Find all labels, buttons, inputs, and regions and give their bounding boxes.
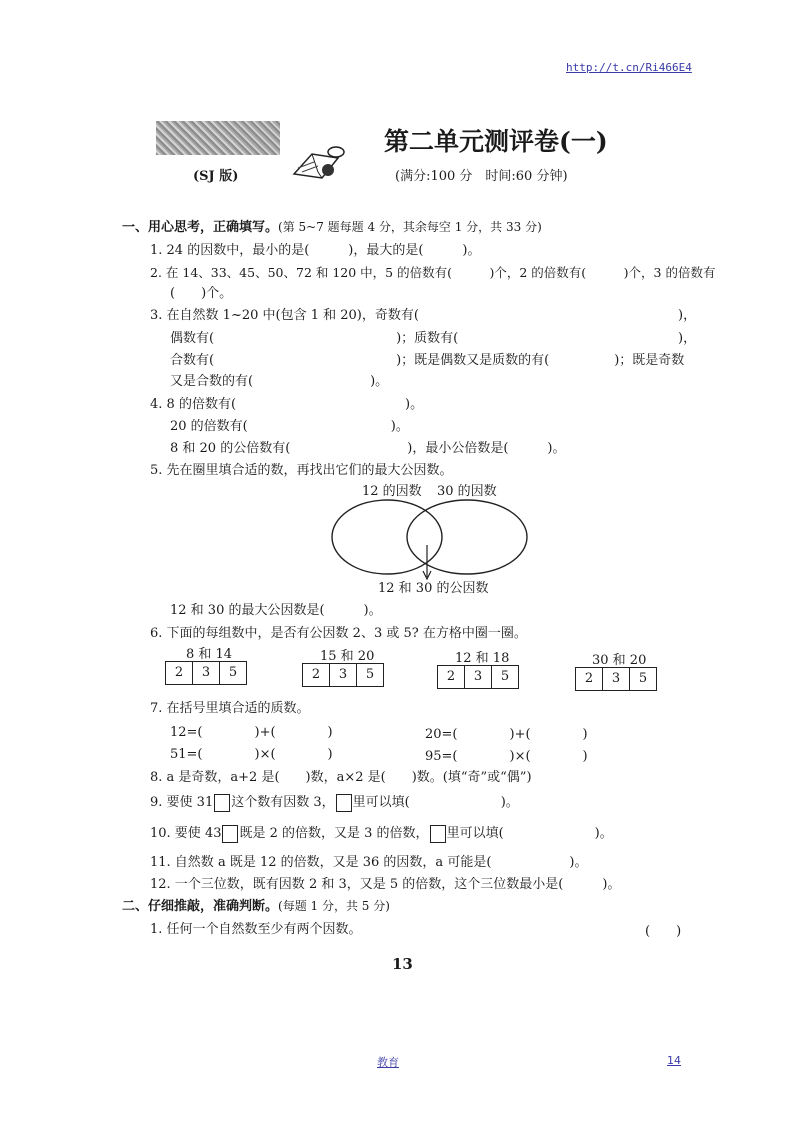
question-3-line1: 3. 在自然数 1~20 中(包含 1 和 20)，奇数有( [150,308,419,323]
group-1-cell-5[interactable]: 5 [228,665,238,680]
group-1-cells [165,661,247,685]
question-7a: 12=( )+( ) [170,725,333,740]
group-4-cell-2[interactable]: 2 [576,668,603,690]
question-9-end: 里可以填( )。 [352,795,519,810]
venn-right-circle [407,500,527,574]
question-7d: 95=( )×( ) [425,749,588,764]
question-10 [150,822,613,843]
section2-question-1: 1. 任何一个自然数至少有两个因数。 [150,922,362,937]
book-illustration-icon [288,138,358,182]
group-3-cell-2[interactable]: 2 [438,666,465,688]
question-7b: 20=( )+( ) [425,727,588,742]
question-3-line4: 又是合数的有( )。 [170,374,389,389]
question-6: 6. 下面的每组数中，是否有公因数 2、3 或 5? 在方格中圈一圈。 [150,626,527,641]
section2-heading: 二、仔细推敲，准确判断。 [122,899,279,914]
group-2-cell-3[interactable]: 3 [330,664,357,686]
question-8: 8. a 是奇数，a+2 是( )数，a×2 是( )数。(填“奇”或“偶”) [150,770,532,785]
question-2-line1: 2. 在 14、33、45、50、72 和 120 中，5 的倍数有( )个，2 的倍数有( )个，3 的倍数有 [150,265,716,280]
footer-link[interactable]: 教育 [377,1056,399,1069]
section2-note: (每题 1 分，共 5 分) [278,899,390,913]
question-11: 11. 自然数 a 既是 12 的倍数，又是 36 的因数，a 可能是( )。 [150,855,588,870]
footer-page-link[interactable]: 14 [667,1054,681,1067]
question-2-line2: ( )个。 [170,286,233,301]
section2-question-1-answer[interactable]: ( ) [645,924,682,939]
question-7c: 51=( )×( ) [170,747,333,762]
venn-diagram [325,495,530,585]
group-3-cell-5[interactable]: 5 [500,669,510,684]
section1-heading: 一、用心思考，正确填写。 [122,220,279,235]
question-4-line1: 4. 8 的倍数有( )。 [150,397,424,412]
section1-title [122,216,542,235]
page-number: 13 [392,955,413,973]
question-10-middle: 既是 2 的倍数，又是 3 的倍数， [239,826,429,841]
section2-title [122,895,390,914]
question-5: 5. 先在圈里填合适的数，再找出它们的最大公因数。 [150,463,453,478]
group-4-cell-5[interactable]: 5 [638,671,648,686]
question-5-answer: 12 和 30 的最大公因数是( )。 [170,603,382,618]
group-3-cell-3[interactable]: 3 [465,666,492,688]
group-1-cell-2[interactable]: 2 [166,662,193,684]
question-4-line3: 8 和 20 的公倍数有( )，最小公倍数是( )。 [170,441,566,456]
venn-left-label: 12 的因数 [362,484,422,499]
group-4-label: 30 和 20 [592,653,647,668]
question-10-ref-box [430,825,446,843]
venn-left-circle [332,500,442,574]
question-3-line2: 偶数有( )；质数有( [170,331,459,346]
question-9-digit-box[interactable] [214,794,230,812]
group-2-cells [302,663,384,687]
score-info: (满分:100 分 时间:60 分钟) [395,169,568,184]
group-2-cell-5[interactable]: 5 [365,667,375,682]
question-12: 12. 一个三位数，既有因数 2 和 3，又是 5 的倍数，这个三位数最小是( )。 [150,877,621,892]
group-3-label: 12 和 18 [455,651,510,666]
group-2-label: 15 和 20 [320,649,375,664]
question-7: 7. 在括号里填合适的质数。 [150,701,310,716]
group-1-cell-3[interactable]: 3 [193,662,220,684]
section1-note: (第 5~7 题每题 4 分，其余每空 1 分，共 33 分) [278,220,542,234]
question-1: 1. 24 的因数中，最小的是( )，最大的是( )。 [150,243,481,258]
group-3-cells [437,665,519,689]
group-2-cell-2[interactable]: 2 [303,664,330,686]
page-title: 第二单元测评卷(一) [384,127,608,156]
decorative-badge-image [156,121,280,155]
question-10-digit-box[interactable] [222,825,238,843]
venn-bottom-label: 12 和 30 的公因数 [378,581,489,596]
edition-label: (SJ 版) [193,169,239,184]
question-4-line2: 20 的倍数有( )。 [170,419,409,434]
question-3-line3: 合数有( )；既是偶数又是质数的有( )；既是奇数 [170,353,685,368]
question-9 [150,791,519,812]
group-4-cells [575,667,657,691]
group-4-cell-3[interactable]: 3 [603,668,630,690]
question-9-middle: 这个数有因数 3， [231,795,335,810]
question-9-prefix: 9. 要使 31 [150,795,214,810]
question-3-line1-end: )， [678,308,697,323]
header-url-link[interactable]: http://t.cn/Ri466E4 [566,61,692,74]
question-3-line2-end: )， [678,331,697,346]
venn-right-label: 30 的因数 [437,484,497,499]
question-10-prefix: 10. 要使 43 [150,826,222,841]
question-9-ref-box [336,794,352,812]
question-10-end: 里可以填( )。 [446,826,613,841]
group-1-label: 8 和 14 [186,647,233,662]
